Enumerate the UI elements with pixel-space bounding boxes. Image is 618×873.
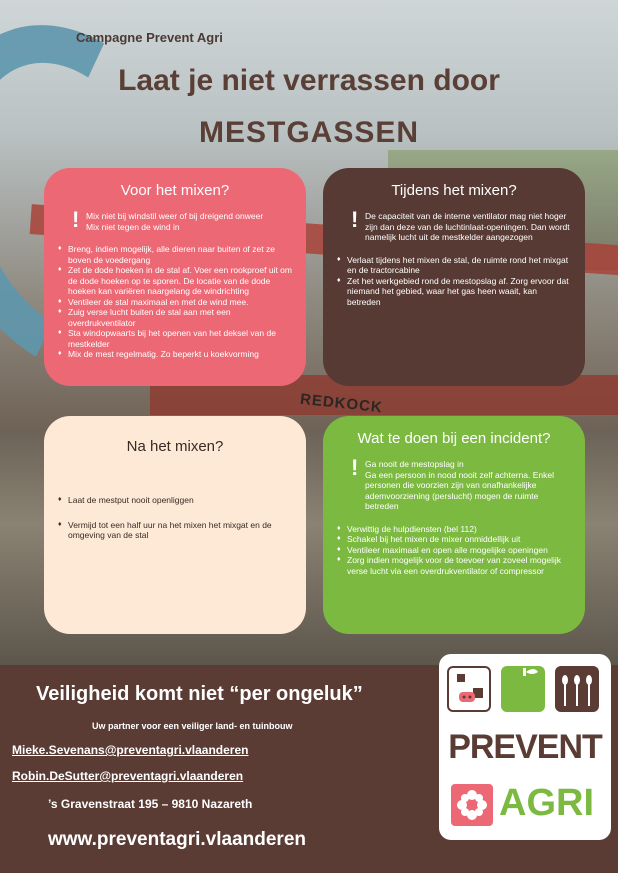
warning-icon: ! xyxy=(351,207,359,232)
item-list xyxy=(58,495,292,541)
list-item: ♦ Verlaat tijdens het mixen de stal, de ruimte rond het mixgat en de tractorcabine xyxy=(337,255,571,276)
box-title: Na het mixen? xyxy=(126,438,224,455)
email-link-robin[interactable]: Robin.DeSutter@preventagri.vlaanderen xyxy=(12,769,244,783)
machine-sign: REDKOCK xyxy=(299,390,384,417)
warning-text: Ga nooit de mestopslag in Ga een persoon in nood nooit zelf achterna. Enkel personen die voorzien zijn van onafhankelijke ademvoorziening (perslucht) mogen de ruimte betreden xyxy=(365,459,555,511)
wheat-icon xyxy=(555,666,599,712)
warning-block xyxy=(337,207,571,243)
cow-icon xyxy=(447,666,491,712)
box-title: Tijdens het mixen? xyxy=(391,182,517,199)
warning-icon: ! xyxy=(351,455,359,480)
item-list xyxy=(58,244,292,360)
box-title: Voor het mixen? xyxy=(120,182,230,199)
item-list xyxy=(337,524,571,577)
website-link[interactable]: www.preventagri.vlaanderen xyxy=(48,829,306,850)
prevent-agri-logo xyxy=(439,654,611,840)
box-after-mixing xyxy=(44,416,306,634)
list-item: ♦ Ventileer maximaal en open alle mogelijke openingen xyxy=(337,545,571,556)
box-during-mixing xyxy=(323,168,585,386)
warning-icon: ! xyxy=(72,207,80,232)
warning-text: De capaciteit van de interne ventilator mag niet hoger zijn dan deze van de luchtinlaat-openingen. Dan wordt namelijk lucht uit de mestkelder aangezogen xyxy=(365,211,570,242)
headline-line1: Laat je niet verrassen door xyxy=(118,64,500,97)
list-item: ♦ Zuig verse lucht buiten de stal aan met een overdrukventilator xyxy=(58,307,292,328)
warning-block xyxy=(58,207,292,232)
logo-word-prevent: PREVENT xyxy=(448,728,602,766)
box-incident xyxy=(323,416,585,634)
partner-tagline: Uw partner voor een veiliger land- en tuinbouw xyxy=(92,721,293,731)
warning-text: Mix niet bij windstil weer of bij dreigend onweer Mix niet tegen de wind in xyxy=(86,211,264,232)
flower-icon xyxy=(451,784,493,826)
email-link-mieke[interactable]: Mieke.Sevenans@preventagri.vlaanderen xyxy=(12,743,249,757)
slogan: Veiligheid komt niet “per ongeluk” xyxy=(36,683,363,705)
list-item: ♦ Mix de mest regelmatig. Zo beperkt u koekvorming xyxy=(58,349,292,360)
box-before-mixing xyxy=(44,168,306,386)
list-item: ♦ Zorg indien mogelijk voor de toevoer van zoveel mogelijk verse lucht via een overdrukventilator of compressor xyxy=(337,555,571,576)
list-item: ♦ Verwittig de hulpdiensten (bel 112) xyxy=(337,524,571,535)
logo-word-agri: AGRI xyxy=(499,782,594,824)
list-item: ♦ Sta windopwaarts bij het openen van het deksel van de mestkelder xyxy=(58,328,292,349)
list-item: ♦ Zet het werkgebied rond de mestopslag af. Zorg ervoor dat niemand het gebied, waar het gas heen waait, kan betreden xyxy=(337,276,571,308)
apple-icon xyxy=(501,666,545,712)
warning-block xyxy=(337,455,571,512)
list-item: ♦ Breng, indien mogelijk, alle dieren naar buiten of zet ze boven de voedergang xyxy=(58,244,292,265)
list-item: ♦ Vermijd tot een half uur na het mixen het mixgat en de omgeving van de stal xyxy=(58,520,292,541)
list-item: ♦ Schakel bij het mixen de mixer onmiddellijk uit xyxy=(337,534,571,545)
campaign-label: Campagne Prevent Agri xyxy=(76,30,223,45)
box-title: Wat te doen bij een incident? xyxy=(357,430,551,447)
list-item: ♦ Ventileer de stal maximaal en met de wind mee. xyxy=(58,297,292,308)
headline-line2: MESTGASSEN xyxy=(198,116,420,149)
list-item: ♦ Zet de dode hoeken in de stal af. Voer een rookproef uit om de dode hoeken op te sporen. De locatie van de dode hoeken kan variëren naargelang de windrichting xyxy=(58,265,292,297)
item-list xyxy=(337,255,571,308)
list-item: ♦ Laat de mestput nooit openliggen xyxy=(58,495,292,506)
address: ’s Gravenstraat 195 – 9810 Nazareth xyxy=(48,797,253,811)
